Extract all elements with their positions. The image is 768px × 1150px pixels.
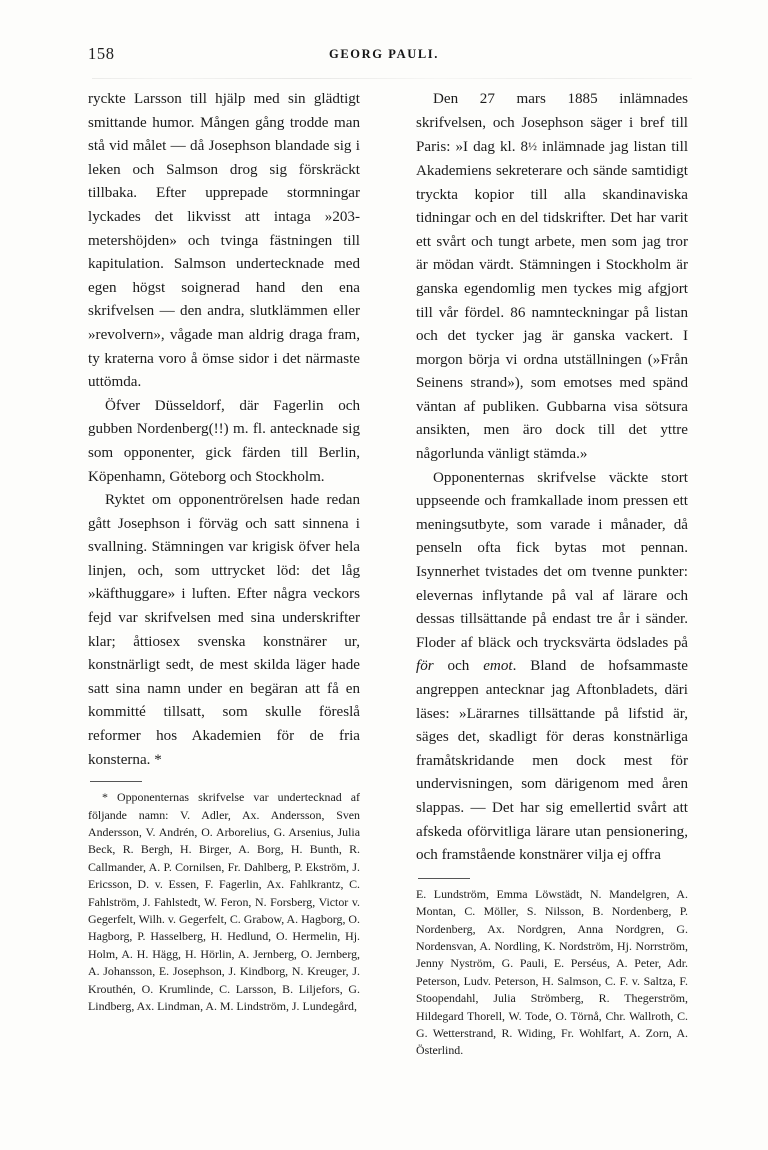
footnote-text: E. Lundström, Emma Löwstädt, N. Mandelgren, A. Montan, C. Möller, S. Nilsson, B. Nordenberg, P. Nordenberg, Ax. Nordgren, Anna Nordgren, G. Nordensvan, A. Nordling, K. Nordström, Hj. Norrström, Jenny Nyström, G. Pauli, E. Perséus, A. Peter, Adr. Peterson, Ludv. Peterson, H. Salmson, C. F. v. Saltza, F. Stoopendahl, Julia Strömberg, R. Thegerström, Hildegard Thorell, W. Tode, O. Törnå, Chr. Wallroth, C. G. Wetterstrand, R. Widing, Fr. Wohlfart, A. Zorn, A. Österlind. [416,886,688,1058]
left-column [88,88,360,1016]
paragraph: ryckte Larsson till hjälp med sin glädtigt smittande humor. Mången gång trodde man stå vid målet — då Josephson blandade sig i leken och Salmson drog sig förskräckt tillbaka. Efter upprepade stormningar lyckades det likvisst att intaga »203-metershöjden» och tvinga fästningen till kapitulation. Salmson undertecknade med egen högst soignerad hand den ena skrifvelsen — den andra, slutklämmen eller »revolvern», vågade man aldrig draga fram, ty kraterna voro å ömse sidor i det närmaste uttömda. [88,91,360,391]
paragraph [416,88,688,467]
running-head-title: GEORG PAULI. [329,47,439,61]
left-column-text [88,88,360,772]
fraction-one-half: ½ [528,140,537,154]
right-column [416,88,688,1060]
italic-word-emot: emot [483,658,513,675]
footnote-text: * Opponenternas skrifvelse var undertecknad af följande namn: V. Adler, Ax. Andersson, Sven Andersson, V. Andrén, O. Arborelius, G. Arsenius, Julia Beck, R. Bergh, H. Birger, A. Borg, H. Bunth, R. Callmander, A. P. Cornilsen, Fr. Dahlberg, P. Ekström, J. Ericsson, D. v. Essen, F. Fagerlin, Ax. Fahlkrantz, C. Fahlström, J. Fahlstedt, W. Feron, N. Forsberg, Victor v. Gegerfelt, Wilh. v. Gegerfelt, C. Grabow, A. Hagborg, O. Hagborg, P. Hasselberg, H. Hedlund, O. Hermelin, Hj. Holm, A. H. Hägg, H. Hörlin, A. Jernberg, O. Jernberg, A. Johansson, E. Josephson, J. Kindborg, N. Kreuger, J. Krouthén, O. Krumlinde, C. Larsson, B. Liljefors, G. Lindberg, Ax. Lindman, A. M. Lindström, J. Lundegård, [88,790,360,1014]
paragraph [416,467,688,868]
running-head [88,44,680,68]
right-column-footnote [416,886,688,1060]
two-column-body [88,88,688,1098]
italic-word-for: för [416,658,434,675]
paragraph-text: Opponenternas skrifvelse väckte stort uppseende och framkallade inom pressen ett meningsutbyte, som varade i månader, då penseln ofta fick bytas mot pennan. Isynnerhet tvistades det om tvenne punkter: elevernas inflytande på val af lärare och dessas tillsättande på endast tre år i sänder. Floder af bläck och trycksvärta ödslades på för och emot. Bland de hofsammaste angreppen antecknar jag Aftonbladets, däri läses: »Lärarnes tillsättande på lifstid är, säges det, skadligt för deras konstnärliga framåtskridande men dock mest för undervisningen, som därigenom med åren slappas. — Det har sig emellertid svårt att afskeda oförvitliga lärare utan pensionering, och framstående konstnärer vilja ej offra [416,469,688,864]
paragraph-text: Den 27 mars 1885 inlämnades skrifvelsen, och Josephson säger i bref till Paris: »I dag kl. 8½ inlämnade jag listan till Akademiens sekreterare och sände samtidigt tryckta kopior till alla skandinaviska tidningar och en del tidskrifter. Det har varit ett svårt och tungt arbete, men som jag tror är mödan värdt. Stämningen i Stockholm är ganska egendomlig men tyckes mig afgjort till vår fördel. 86 namnteckningar på listan och det tycker jag är ganska vackert. I morgon börja vi ordna utställningen (»Från Seinens strand»), som emotses med spänd väntan af publiken. Gubbarna visa sötsura ansikten, men äro dock till det yttre någorlunda vänligt stämda.» [416,91,689,463]
footnote-separator-rule [418,878,470,879]
paragraph: Ryktet om opponentrörelsen hade redan gått Josephson i förväg och satt sinnena i svallning. Stämningen var krigisk öfver hela linjen, och, som uttrycket löd: det låg »käfthuggare» i luften. Efter några veckors fejd var skrifvelsen med sina underskrifter klar; åttiosex svenska konstnärer ur, konstnärligt sedt, de mest skilda läger hade satt sina namn under en begäran att få en kommitté tillsatt, som skulle föreslå reformer hos Akademien för de fria konsterna. * [88,492,360,768]
page-number: 158 [88,44,115,63]
right-column-text [416,88,688,868]
footnote-separator-rule [90,781,142,782]
scan-artifact-rule [92,78,692,79]
left-column-footnote [88,789,360,1015]
paragraph: Öfver Düsseldorf, där Fagerlin och gubben Nordenberg(!!) m. fl. antecknade sig som opponenter, gick färden till Berlin, Köpenhamn, Göteborg och Stockholm. [88,397,360,485]
